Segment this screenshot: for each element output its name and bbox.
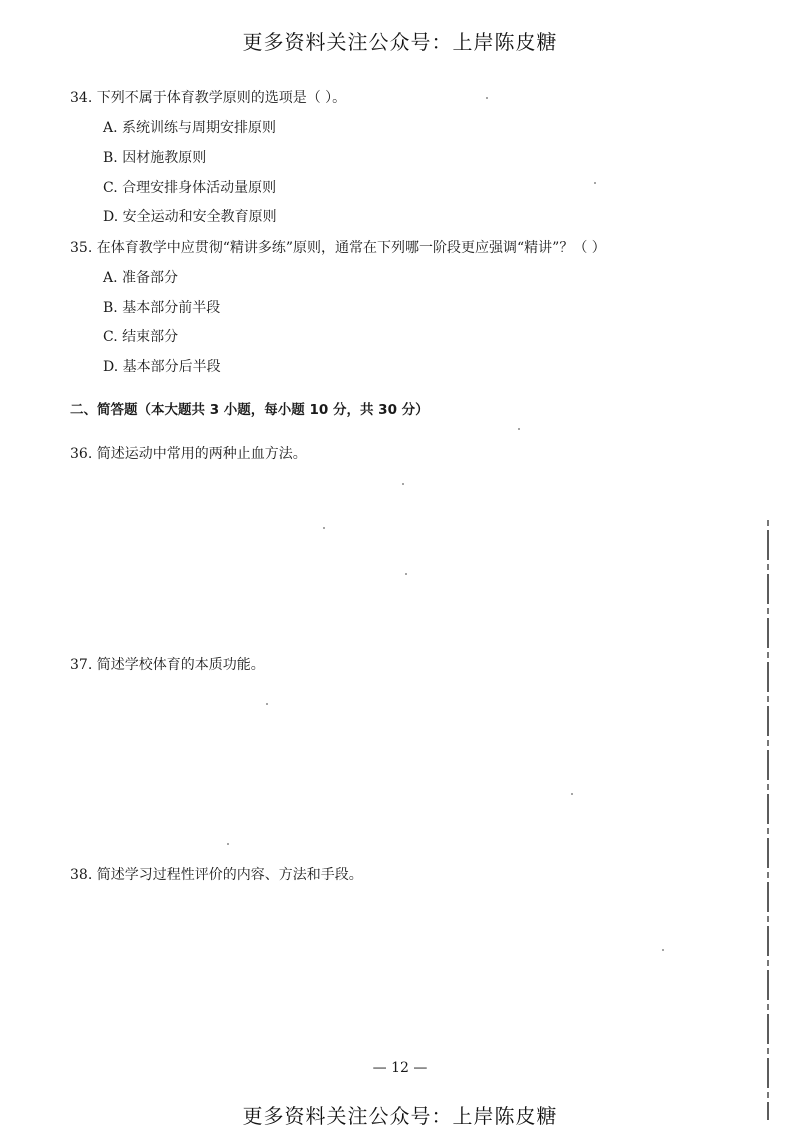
question-38: 38. 简述学习过程性评价的内容、方法和手段。 — [70, 867, 363, 883]
scan-speck — [662, 949, 664, 951]
question-36: 36. 简述运动中常用的两种止血方法。 — [70, 446, 307, 462]
question-35-option-a: A. 准备部分 — [103, 270, 179, 286]
question-34-option-b: B. 因材施教原则 — [103, 150, 207, 166]
question-34-stem: 34. 下列不属于体育教学原则的选项是（ ）。 — [70, 90, 347, 106]
question-34-option-d: D. 安全运动和安全教育原则 — [103, 209, 277, 225]
question-35-option-b: B. 基本部分前半段 — [103, 300, 221, 316]
header-banner: 更多资料关注公众号：上岸陈皮糖 — [242, 30, 558, 54]
scan-speck — [227, 843, 229, 845]
footer-banner: 更多资料关注公众号：上岸陈皮糖 — [242, 1104, 558, 1128]
scan-speck — [323, 527, 325, 529]
question-35-option-c: C. 结束部分 — [103, 329, 179, 345]
scan-speck — [518, 428, 520, 430]
question-34-option-a: A. 系统训练与周期安排原则 — [103, 120, 277, 136]
question-35-option-d: D. 基本部分后半段 — [103, 359, 221, 375]
scan-speck — [571, 793, 573, 795]
question-35-stem: 35. 在体育教学中应贯彻“精讲多练”原则，通常在下列哪一阶段更应强调“精讲”？（ ） — [70, 240, 606, 256]
scan-edge-line — [767, 520, 769, 1120]
scan-speck — [594, 182, 596, 184]
scan-speck — [486, 97, 488, 99]
question-37: 37. 简述学校体育的本质功能。 — [70, 657, 265, 673]
scan-speck — [402, 483, 404, 485]
page-number: — 12 — — [372, 1060, 428, 1076]
scan-speck — [266, 703, 268, 705]
scan-speck — [405, 573, 407, 575]
section-heading: 二、简答题（本大题共 3 小题，每小题 10 分，共 30 分） — [70, 402, 429, 418]
question-34-option-c: C. 合理安排身体活动量原则 — [103, 180, 277, 196]
